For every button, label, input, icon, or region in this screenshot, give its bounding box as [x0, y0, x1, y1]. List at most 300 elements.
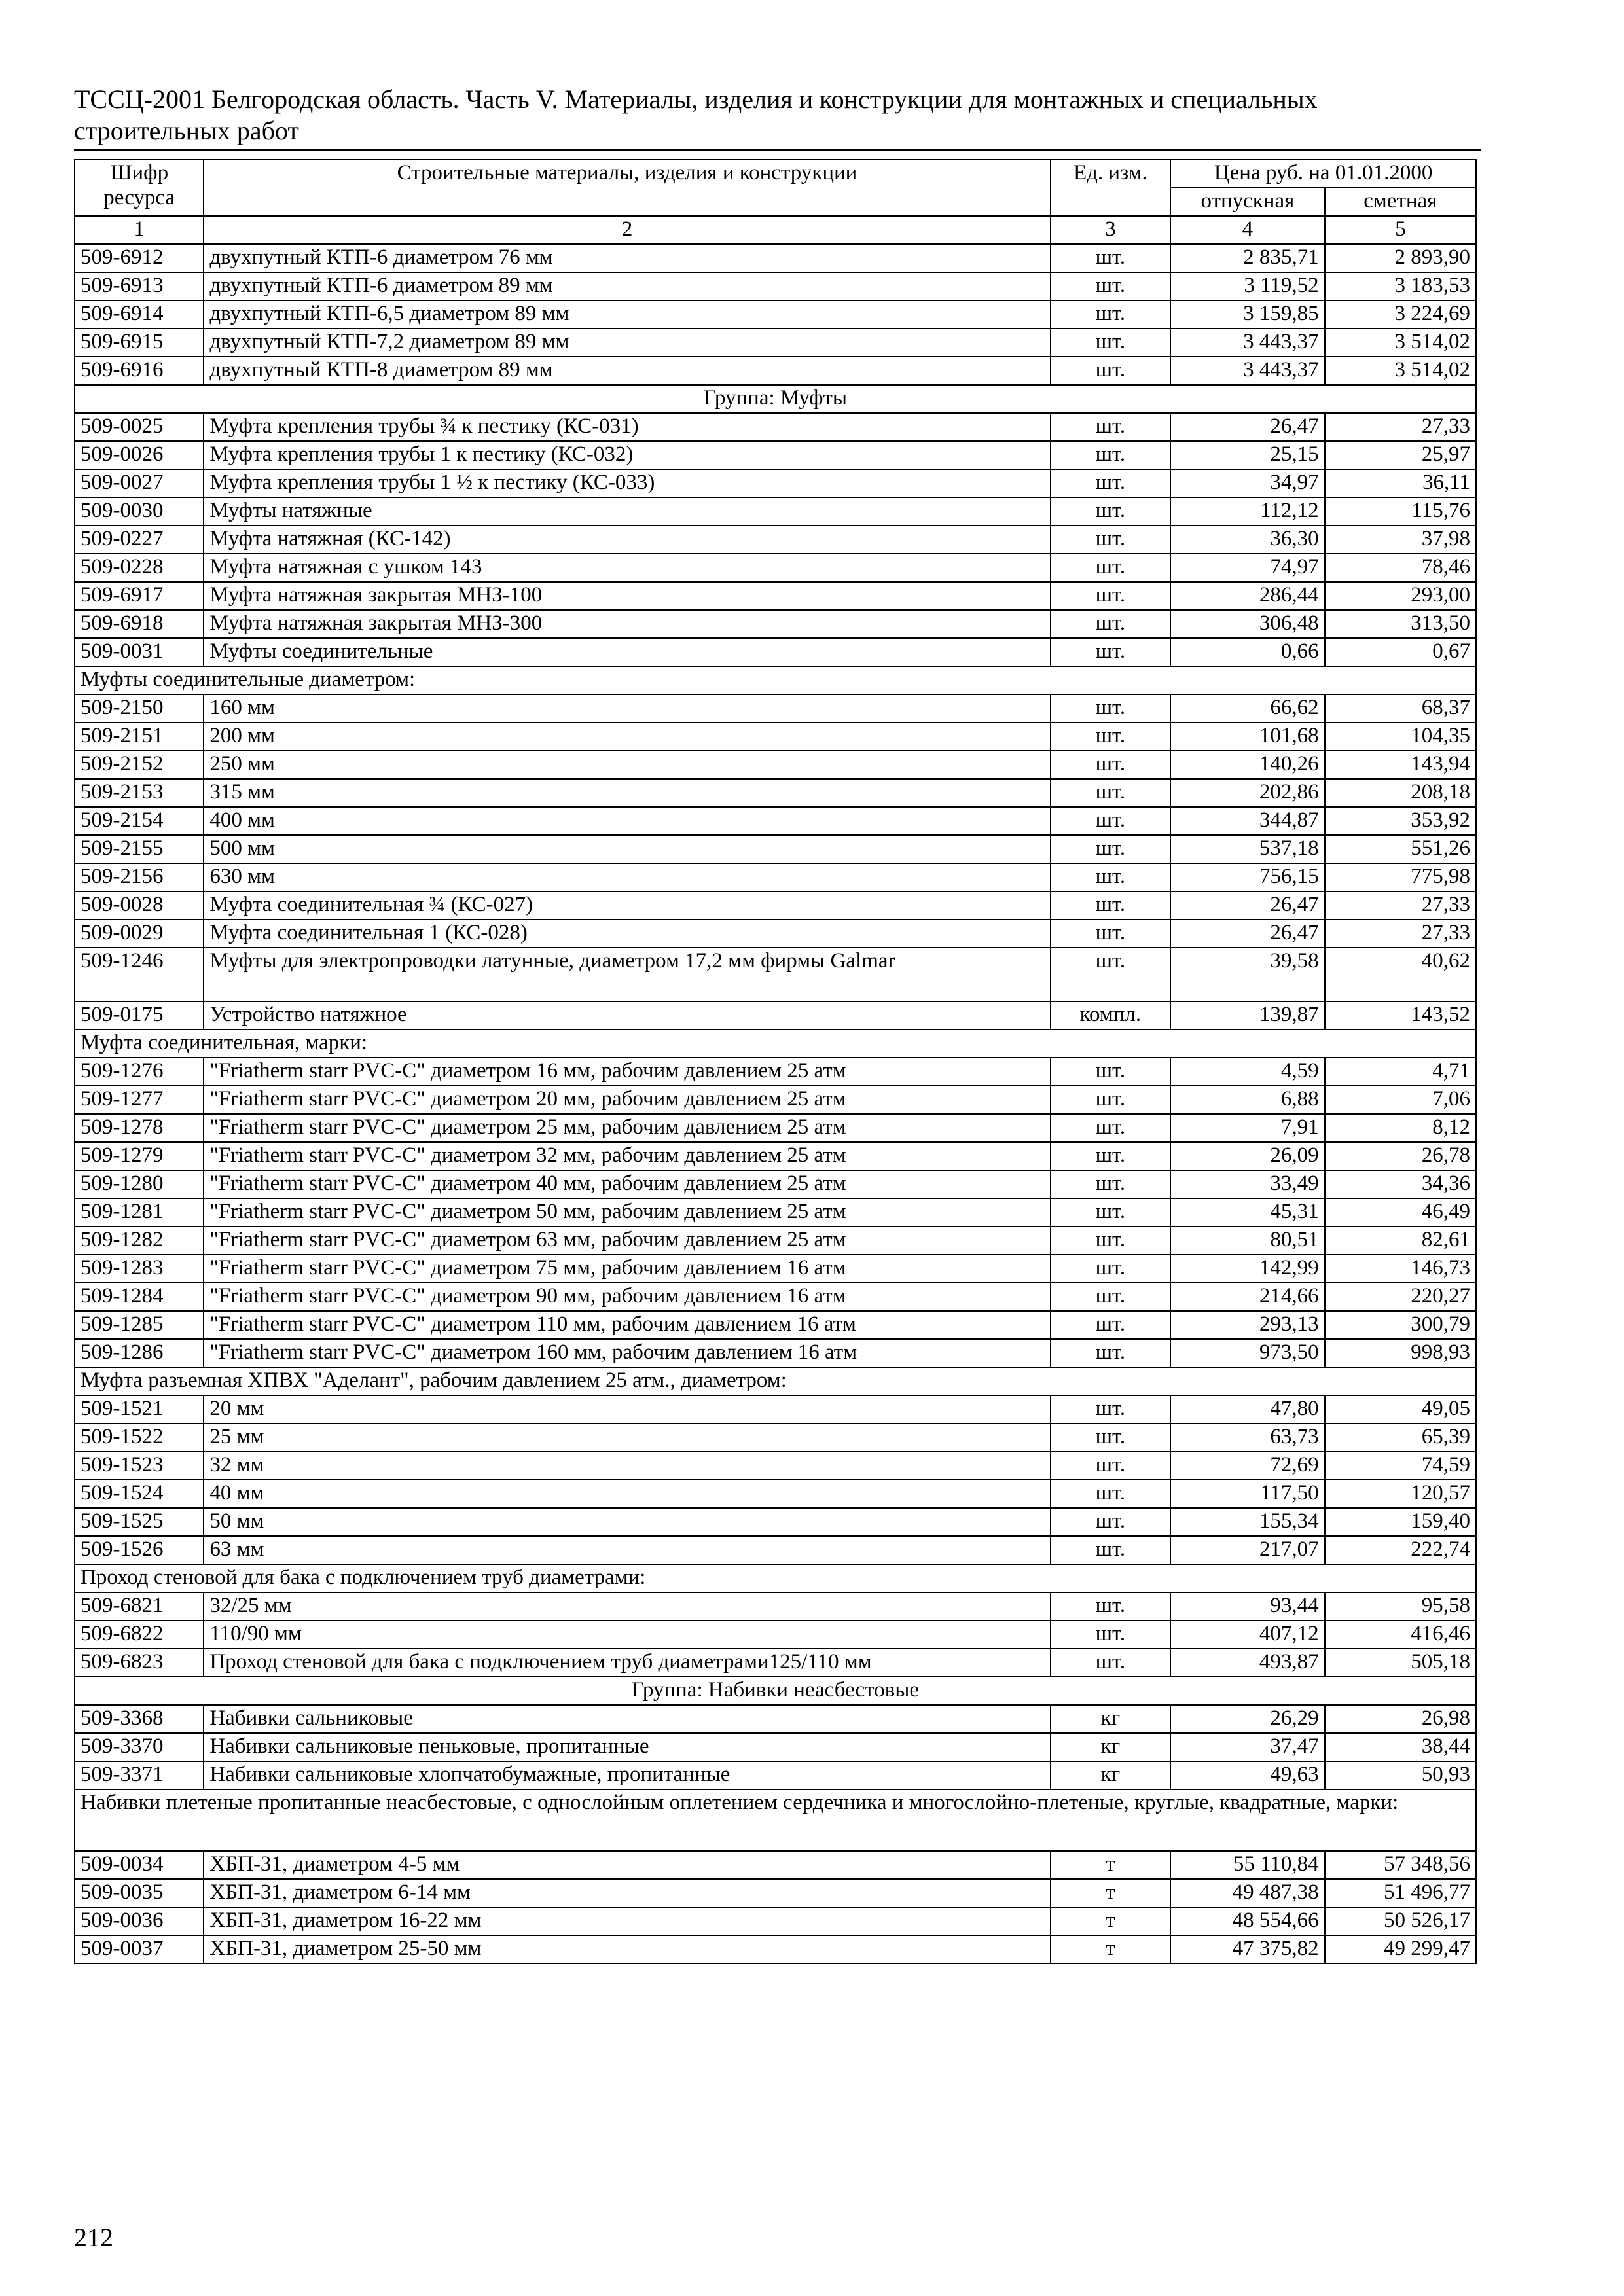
- resource-code: 509-0028: [75, 891, 204, 920]
- price-release: 49,63: [1170, 1761, 1325, 1789]
- table-row: [75, 1424, 1476, 1452]
- price-estimate: 998,93: [1325, 1339, 1476, 1367]
- unit-of-measure: шт.: [1051, 891, 1171, 920]
- resource-name: Муфта крепления трубы 1 ½ к пестику (КС-033): [204, 469, 1050, 497]
- resource-name: "Friatherm starr PVC-C" диаметром 160 мм, рабочим давлением 16 атм: [204, 1339, 1050, 1367]
- price-release: 493,87: [1170, 1649, 1325, 1677]
- table-row: [75, 300, 1476, 329]
- price-release: 26,47: [1170, 891, 1325, 920]
- table-row: [75, 357, 1476, 385]
- title-line-2: строительных работ: [74, 116, 299, 145]
- price-release: 33,49: [1170, 1170, 1325, 1198]
- column-number: 5: [1325, 216, 1476, 244]
- price-release: 155,34: [1170, 1508, 1325, 1536]
- resource-name: "Friatherm starr PVC-C" диаметром 32 мм, рабочим давлением 25 атм: [204, 1142, 1050, 1170]
- price-estimate: 220,27: [1325, 1283, 1476, 1311]
- unit-of-measure: шт.: [1051, 441, 1171, 469]
- table-row: [75, 1649, 1476, 1677]
- resource-name: 40 мм: [204, 1480, 1050, 1508]
- resource-code: 509-0031: [75, 638, 204, 666]
- resource-code: 509-0030: [75, 497, 204, 526]
- table-row: [75, 1114, 1476, 1142]
- resource-code: 509-3371: [75, 1761, 204, 1789]
- price-release: 407,12: [1170, 1621, 1325, 1649]
- unit-of-measure: шт.: [1051, 300, 1171, 329]
- unit-of-measure: шт.: [1051, 1536, 1171, 1564]
- header-name: Строительные материалы, изделия и конструкции: [204, 160, 1050, 216]
- subgroup-heading: Муфта разъемная ХПВХ "Аделант", рабочим давлением 25 атм., диаметром:: [75, 1367, 1476, 1395]
- resource-name: двухпутный КТП-7,2 диаметром 89 мм: [204, 329, 1050, 357]
- price-estimate: 82,61: [1325, 1227, 1476, 1255]
- resource-name: 630 мм: [204, 863, 1050, 891]
- resource-code: 509-6822: [75, 1621, 204, 1649]
- unit-of-measure: шт.: [1051, 638, 1171, 666]
- table-row: [75, 1705, 1476, 1733]
- price-estimate: 115,76: [1325, 497, 1476, 526]
- price-estimate: 8,12: [1325, 1114, 1476, 1142]
- table-row: [75, 329, 1476, 357]
- price-release: 973,50: [1170, 1339, 1325, 1367]
- resource-name: ХБП-31, диаметром 25-50 мм: [204, 1935, 1050, 1964]
- price-estimate: 353,92: [1325, 807, 1476, 835]
- price-release: 39,58: [1170, 948, 1325, 1001]
- table-row: [75, 1339, 1476, 1367]
- resource-name: Набивки сальниковые хлопчатобумажные, пропитанные: [204, 1761, 1050, 1789]
- resource-name: Проход стеновой для бака с подключением труб диаметрами125/110 мм: [204, 1649, 1050, 1677]
- table-row: [75, 1907, 1476, 1935]
- resource-code: 509-0025: [75, 413, 204, 441]
- resource-code: 509-2153: [75, 779, 204, 807]
- price-release: 202,86: [1170, 779, 1325, 807]
- price-release: 25,15: [1170, 441, 1325, 469]
- price-estimate: 4,71: [1325, 1058, 1476, 1086]
- resource-code: 509-0035: [75, 1879, 204, 1907]
- price-release: 3 443,37: [1170, 357, 1325, 385]
- price-estimate: 120,57: [1325, 1480, 1476, 1508]
- unit-of-measure: т: [1051, 1851, 1171, 1879]
- price-release: 117,50: [1170, 1480, 1325, 1508]
- table-row: [75, 1851, 1476, 1879]
- resource-name: двухпутный КТП-6 диаметром 76 мм: [204, 244, 1050, 272]
- price-release: 293,13: [1170, 1311, 1325, 1339]
- resource-name: Муфта натяжная (КС-142): [204, 526, 1050, 554]
- resource-code: 509-0228: [75, 554, 204, 582]
- unit-of-measure: шт.: [1051, 751, 1171, 779]
- price-estimate: 46,49: [1325, 1198, 1476, 1227]
- column-number-row: [75, 216, 1476, 244]
- table-row: [75, 1761, 1476, 1789]
- resource-name: Муфты соединительные: [204, 638, 1050, 666]
- resource-code: 509-0027: [75, 469, 204, 497]
- price-release: 93,44: [1170, 1592, 1325, 1621]
- price-estimate: 3 224,69: [1325, 300, 1476, 329]
- subgroup-heading: Набивки плетеные пропитанные неасбестовые, с однослойным оплетением сердечника и многослойно-плетеные, круглые, квадратные, марки:: [75, 1789, 1476, 1851]
- resource-code: 509-6823: [75, 1649, 204, 1677]
- page-number: 212: [74, 2223, 113, 2252]
- unit-of-measure: шт.: [1051, 1114, 1171, 1142]
- price-estimate: 159,40: [1325, 1508, 1476, 1536]
- table-row: [75, 441, 1476, 469]
- table-row: [75, 582, 1476, 610]
- resource-name: Муфта крепления трубы ¾ к пестику (КС-031): [204, 413, 1050, 441]
- subgroup-heading-row: [75, 1030, 1476, 1058]
- resource-code: 509-2150: [75, 694, 204, 723]
- resource-code: 509-1276: [75, 1058, 204, 1086]
- unit-of-measure: шт.: [1051, 1649, 1171, 1677]
- unit-of-measure: шт.: [1051, 779, 1171, 807]
- price-release: 26,29: [1170, 1705, 1325, 1733]
- unit-of-measure: шт.: [1051, 1339, 1171, 1367]
- resource-name: Муфты для электропроводки латунные, диаметром 17,2 мм фирмы Galmar: [204, 948, 1050, 1001]
- table-row: [75, 1086, 1476, 1114]
- unit-of-measure: т: [1051, 1935, 1171, 1964]
- unit-of-measure: шт.: [1051, 272, 1171, 300]
- price-estimate: 50,93: [1325, 1761, 1476, 1789]
- table-row: [75, 1283, 1476, 1311]
- price-estimate: 3 514,02: [1325, 329, 1476, 357]
- price-estimate: 65,39: [1325, 1424, 1476, 1452]
- table-row: [75, 1395, 1476, 1424]
- unit-of-measure: шт.: [1051, 1508, 1171, 1536]
- unit-of-measure: шт.: [1051, 948, 1171, 1001]
- subgroup-heading-row: [75, 666, 1476, 694]
- header-row: [75, 160, 1476, 188]
- unit-of-measure: шт.: [1051, 863, 1171, 891]
- price-estimate: 0,67: [1325, 638, 1476, 666]
- unit-of-measure: компл.: [1051, 1001, 1171, 1030]
- price-estimate: 50 526,17: [1325, 1907, 1476, 1935]
- resource-code: 509-1277: [75, 1086, 204, 1114]
- header-price: Цена руб. на 01.01.2000: [1170, 160, 1476, 188]
- resource-name: Муфты натяжные: [204, 497, 1050, 526]
- price-estimate: 49 299,47: [1325, 1935, 1476, 1964]
- table-row: [75, 1170, 1476, 1198]
- resource-name: "Friatherm starr PVC-C" диаметром 20 мм, рабочим давлением 25 атм: [204, 1086, 1050, 1114]
- price-release: 2 835,71: [1170, 244, 1325, 272]
- resource-code: 509-2154: [75, 807, 204, 835]
- table-row: [75, 1255, 1476, 1283]
- price-estimate: 104,35: [1325, 723, 1476, 751]
- resource-name: ХБП-31, диаметром 4-5 мм: [204, 1851, 1050, 1879]
- table-row: [75, 526, 1476, 554]
- unit-of-measure: шт.: [1051, 1283, 1171, 1311]
- price-release: 217,07: [1170, 1536, 1325, 1564]
- resource-code: 509-1279: [75, 1142, 204, 1170]
- resource-name: Муфта натяжная закрытая МНЗ-100: [204, 582, 1050, 610]
- group-heading: Группа: Муфты: [75, 385, 1476, 413]
- resource-name: Муфта крепления трубы 1 к пестику (КС-032): [204, 441, 1050, 469]
- price-release: 286,44: [1170, 582, 1325, 610]
- price-estimate: 74,59: [1325, 1452, 1476, 1480]
- resource-code: 509-1281: [75, 1198, 204, 1227]
- resource-name: 32 мм: [204, 1452, 1050, 1480]
- price-release: 47 375,82: [1170, 1935, 1325, 1964]
- resource-name: Муфта соединительная 1 (КС-028): [204, 920, 1050, 948]
- resource-name: "Friatherm starr PVC-C" диаметром 16 мм, рабочим давлением 25 атм: [204, 1058, 1050, 1086]
- table-row: [75, 779, 1476, 807]
- price-estimate: 95,58: [1325, 1592, 1476, 1621]
- price-release: 140,26: [1170, 751, 1325, 779]
- price-release: 6,88: [1170, 1086, 1325, 1114]
- resource-code: 509-6915: [75, 329, 204, 357]
- price-estimate: 208,18: [1325, 779, 1476, 807]
- price-release: 101,68: [1170, 723, 1325, 751]
- table-row: [75, 497, 1476, 526]
- unit-of-measure: шт.: [1051, 1395, 1171, 1424]
- table-row: [75, 1935, 1476, 1964]
- unit-of-measure: шт.: [1051, 1198, 1171, 1227]
- unit-of-measure: шт.: [1051, 1592, 1171, 1621]
- title-line-1: ТССЦ-2001 Белгородская область. Часть V. Материалы, изделия и конструкции для монтажных и специальных: [74, 84, 1318, 114]
- resource-code: 509-2151: [75, 723, 204, 751]
- resource-name: ХБП-31, диаметром 16-22 мм: [204, 1907, 1050, 1935]
- price-estimate: 143,52: [1325, 1001, 1476, 1030]
- price-release: 49 487,38: [1170, 1879, 1325, 1907]
- resource-name: "Friatherm starr PVC-C" диаметром 75 мм, рабочим давлением 16 атм: [204, 1255, 1050, 1283]
- unit-of-measure: шт.: [1051, 1086, 1171, 1114]
- price-release: 66,62: [1170, 694, 1325, 723]
- resource-code: 509-1524: [75, 1480, 204, 1508]
- price-estimate: 27,33: [1325, 413, 1476, 441]
- resource-name: двухпутный КТП-8 диаметром 89 мм: [204, 357, 1050, 385]
- unit-of-measure: шт.: [1051, 582, 1171, 610]
- price-estimate: 27,33: [1325, 891, 1476, 920]
- price-estimate: 146,73: [1325, 1255, 1476, 1283]
- price-estimate: 40,62: [1325, 948, 1476, 1001]
- column-number: 1: [75, 216, 204, 244]
- price-release: 55 110,84: [1170, 1851, 1325, 1879]
- price-release: 4,59: [1170, 1058, 1325, 1086]
- page-title: [74, 84, 1481, 151]
- unit-of-measure: шт.: [1051, 1424, 1171, 1452]
- unit-of-measure: шт.: [1051, 1480, 1171, 1508]
- resource-name: 500 мм: [204, 835, 1050, 863]
- table-row: [75, 1480, 1476, 1508]
- unit-of-measure: т: [1051, 1879, 1171, 1907]
- resource-code: 509-1521: [75, 1395, 204, 1424]
- price-release: 74,97: [1170, 554, 1325, 582]
- resource-name: "Friatherm starr PVC-C" диаметром 25 мм, рабочим давлением 25 атм: [204, 1114, 1050, 1142]
- unit-of-measure: шт.: [1051, 329, 1171, 357]
- resource-name: "Friatherm starr PVC-C" диаметром 50 мм, рабочим давлением 25 атм: [204, 1198, 1050, 1227]
- price-estimate: 26,78: [1325, 1142, 1476, 1170]
- price-release: 63,73: [1170, 1424, 1325, 1452]
- header-price-estimate: сметная: [1325, 188, 1476, 216]
- resource-code: 509-1525: [75, 1508, 204, 1536]
- table-body: [75, 244, 1476, 1964]
- price-release: 7,91: [1170, 1114, 1325, 1142]
- table-row: [75, 807, 1476, 835]
- resource-code: 509-1278: [75, 1114, 204, 1142]
- price-release: 756,15: [1170, 863, 1325, 891]
- resource-name: двухпутный КТП-6,5 диаметром 89 мм: [204, 300, 1050, 329]
- table-row: [75, 1452, 1476, 1480]
- resource-code: 509-1523: [75, 1452, 204, 1480]
- price-estimate: 25,97: [1325, 441, 1476, 469]
- price-estimate: 775,98: [1325, 863, 1476, 891]
- resource-code: 509-2155: [75, 835, 204, 863]
- resource-code: 509-6914: [75, 300, 204, 329]
- price-table: [74, 159, 1477, 1964]
- resource-code: 509-0175: [75, 1001, 204, 1030]
- price-estimate: 38,44: [1325, 1733, 1476, 1761]
- price-release: 214,66: [1170, 1283, 1325, 1311]
- price-estimate: 3 514,02: [1325, 357, 1476, 385]
- resource-name: Муфта натяжная с ушком 143: [204, 554, 1050, 582]
- header-code: Шифр ресурса: [75, 160, 204, 216]
- resource-code: 509-1284: [75, 1283, 204, 1311]
- resource-name: ХБП-31, диаметром 6-14 мм: [204, 1879, 1050, 1907]
- unit-of-measure: кг: [1051, 1761, 1171, 1789]
- resource-code: 509-1286: [75, 1339, 204, 1367]
- subgroup-heading-row: [75, 1367, 1476, 1395]
- unit-of-measure: шт.: [1051, 244, 1171, 272]
- table-row: [75, 891, 1476, 920]
- resource-code: 509-0037: [75, 1935, 204, 1964]
- resource-name: 200 мм: [204, 723, 1050, 751]
- table-row: [75, 610, 1476, 638]
- resource-name: Устройство натяжное: [204, 1001, 1050, 1030]
- subgroup-heading: Муфты соединительные диаметром:: [75, 666, 1476, 694]
- resource-name: "Friatherm starr PVC-C" диаметром 110 мм, рабочим давлением 16 атм: [204, 1311, 1050, 1339]
- unit-of-measure: шт.: [1051, 497, 1171, 526]
- price-estimate: 416,46: [1325, 1621, 1476, 1649]
- resource-name: двухпутный КТП-6 диаметром 89 мм: [204, 272, 1050, 300]
- table-row: [75, 835, 1476, 863]
- table-row: [75, 1733, 1476, 1761]
- table-row: [75, 1592, 1476, 1621]
- unit-of-measure: шт.: [1051, 469, 1171, 497]
- price-release: 3 159,85: [1170, 300, 1325, 329]
- resource-code: 509-0026: [75, 441, 204, 469]
- header-price-release: отпускная: [1170, 188, 1325, 216]
- resource-code: 509-1285: [75, 1311, 204, 1339]
- price-estimate: 313,50: [1325, 610, 1476, 638]
- resource-code: 509-3370: [75, 1733, 204, 1761]
- unit-of-measure: шт.: [1051, 610, 1171, 638]
- group-heading-row: [75, 1677, 1476, 1705]
- price-estimate: 57 348,56: [1325, 1851, 1476, 1879]
- resource-name: "Friatherm starr PVC-C" диаметром 40 мм, рабочим давлением 25 атм: [204, 1170, 1050, 1198]
- resource-name: Муфта натяжная закрытая МНЗ-300: [204, 610, 1050, 638]
- price-estimate: 36,11: [1325, 469, 1476, 497]
- resource-name: 315 мм: [204, 779, 1050, 807]
- table-row: [75, 554, 1476, 582]
- table-row: [75, 694, 1476, 723]
- table-row: [75, 863, 1476, 891]
- unit-of-measure: т: [1051, 1907, 1171, 1935]
- resource-name: 110/90 мм: [204, 1621, 1050, 1649]
- price-estimate: 51 496,77: [1325, 1879, 1476, 1907]
- unit-of-measure: шт.: [1051, 1452, 1171, 1480]
- table-row: [75, 638, 1476, 666]
- price-release: 47,80: [1170, 1395, 1325, 1424]
- resource-code: 509-6916: [75, 357, 204, 385]
- table-row: [75, 723, 1476, 751]
- table-row: [75, 1621, 1476, 1649]
- unit-of-measure: шт.: [1051, 1170, 1171, 1198]
- price-release: 537,18: [1170, 835, 1325, 863]
- unit-of-measure: шт.: [1051, 1058, 1171, 1086]
- unit-of-measure: шт.: [1051, 1142, 1171, 1170]
- resource-name: 250 мм: [204, 751, 1050, 779]
- table-row: [75, 244, 1476, 272]
- resource-name: Муфта соединительная ¾ (КС-027): [204, 891, 1050, 920]
- group-heading: Группа: Набивки неасбестовые: [75, 1677, 1476, 1705]
- subgroup-heading: Проход стеновой для бака с подключением труб диаметрами:: [75, 1564, 1476, 1592]
- price-estimate: 3 183,53: [1325, 272, 1476, 300]
- subgroup-heading: Муфта соединительная, марки:: [75, 1030, 1476, 1058]
- resource-code: 509-6912: [75, 244, 204, 272]
- resource-name: "Friatherm starr PVC-C" диаметром 63 мм, рабочим давлением 25 атм: [204, 1227, 1050, 1255]
- price-release: 26,47: [1170, 413, 1325, 441]
- unit-of-measure: шт.: [1051, 723, 1171, 751]
- resource-name: 32/25 мм: [204, 1592, 1050, 1621]
- price-estimate: 300,79: [1325, 1311, 1476, 1339]
- column-number: 2: [204, 216, 1050, 244]
- price-estimate: 26,98: [1325, 1705, 1476, 1733]
- table-row: [75, 751, 1476, 779]
- price-estimate: 505,18: [1325, 1649, 1476, 1677]
- price-estimate: 2 893,90: [1325, 244, 1476, 272]
- price-estimate: 68,37: [1325, 694, 1476, 723]
- unit-of-measure: шт.: [1051, 526, 1171, 554]
- price-release: 26,47: [1170, 920, 1325, 948]
- unit-of-measure: шт.: [1051, 835, 1171, 863]
- price-release: 80,51: [1170, 1227, 1325, 1255]
- price-release: 26,09: [1170, 1142, 1325, 1170]
- price-release: 45,31: [1170, 1198, 1325, 1227]
- resource-name: 50 мм: [204, 1508, 1050, 1536]
- table-row: [75, 413, 1476, 441]
- unit-of-measure: шт.: [1051, 1621, 1171, 1649]
- price-estimate: 222,74: [1325, 1536, 1476, 1564]
- unit-of-measure: шт.: [1051, 357, 1171, 385]
- table-row: [75, 1142, 1476, 1170]
- unit-of-measure: шт.: [1051, 920, 1171, 948]
- resource-code: 509-6913: [75, 272, 204, 300]
- price-estimate: 34,36: [1325, 1170, 1476, 1198]
- unit-of-measure: шт.: [1051, 694, 1171, 723]
- resource-code: 509-6917: [75, 582, 204, 610]
- resource-code: 509-0034: [75, 1851, 204, 1879]
- table-row: [75, 1058, 1476, 1086]
- table-row: [75, 1508, 1476, 1536]
- unit-of-measure: кг: [1051, 1733, 1171, 1761]
- price-release: 139,87: [1170, 1001, 1325, 1030]
- table-row: [75, 1198, 1476, 1227]
- resource-code: 509-1526: [75, 1536, 204, 1564]
- resource-code: 509-1282: [75, 1227, 204, 1255]
- unit-of-measure: шт.: [1051, 413, 1171, 441]
- unit-of-measure: шт.: [1051, 554, 1171, 582]
- price-release: 48 554,66: [1170, 1907, 1325, 1935]
- price-estimate: 551,26: [1325, 835, 1476, 863]
- resource-name: 160 мм: [204, 694, 1050, 723]
- resource-name: "Friatherm starr PVC-C" диаметром 90 мм, рабочим давлением 16 атм: [204, 1283, 1050, 1311]
- price-estimate: 49,05: [1325, 1395, 1476, 1424]
- price-release: 0,66: [1170, 638, 1325, 666]
- price-release: 306,48: [1170, 610, 1325, 638]
- price-estimate: 37,98: [1325, 526, 1476, 554]
- resource-name: Набивки сальниковые: [204, 1705, 1050, 1733]
- price-release: 34,97: [1170, 469, 1325, 497]
- price-release: 3 119,52: [1170, 272, 1325, 300]
- price-estimate: 27,33: [1325, 920, 1476, 948]
- header-unit: Ед. изм.: [1051, 160, 1171, 216]
- column-number: 3: [1051, 216, 1171, 244]
- resource-code: 509-0029: [75, 920, 204, 948]
